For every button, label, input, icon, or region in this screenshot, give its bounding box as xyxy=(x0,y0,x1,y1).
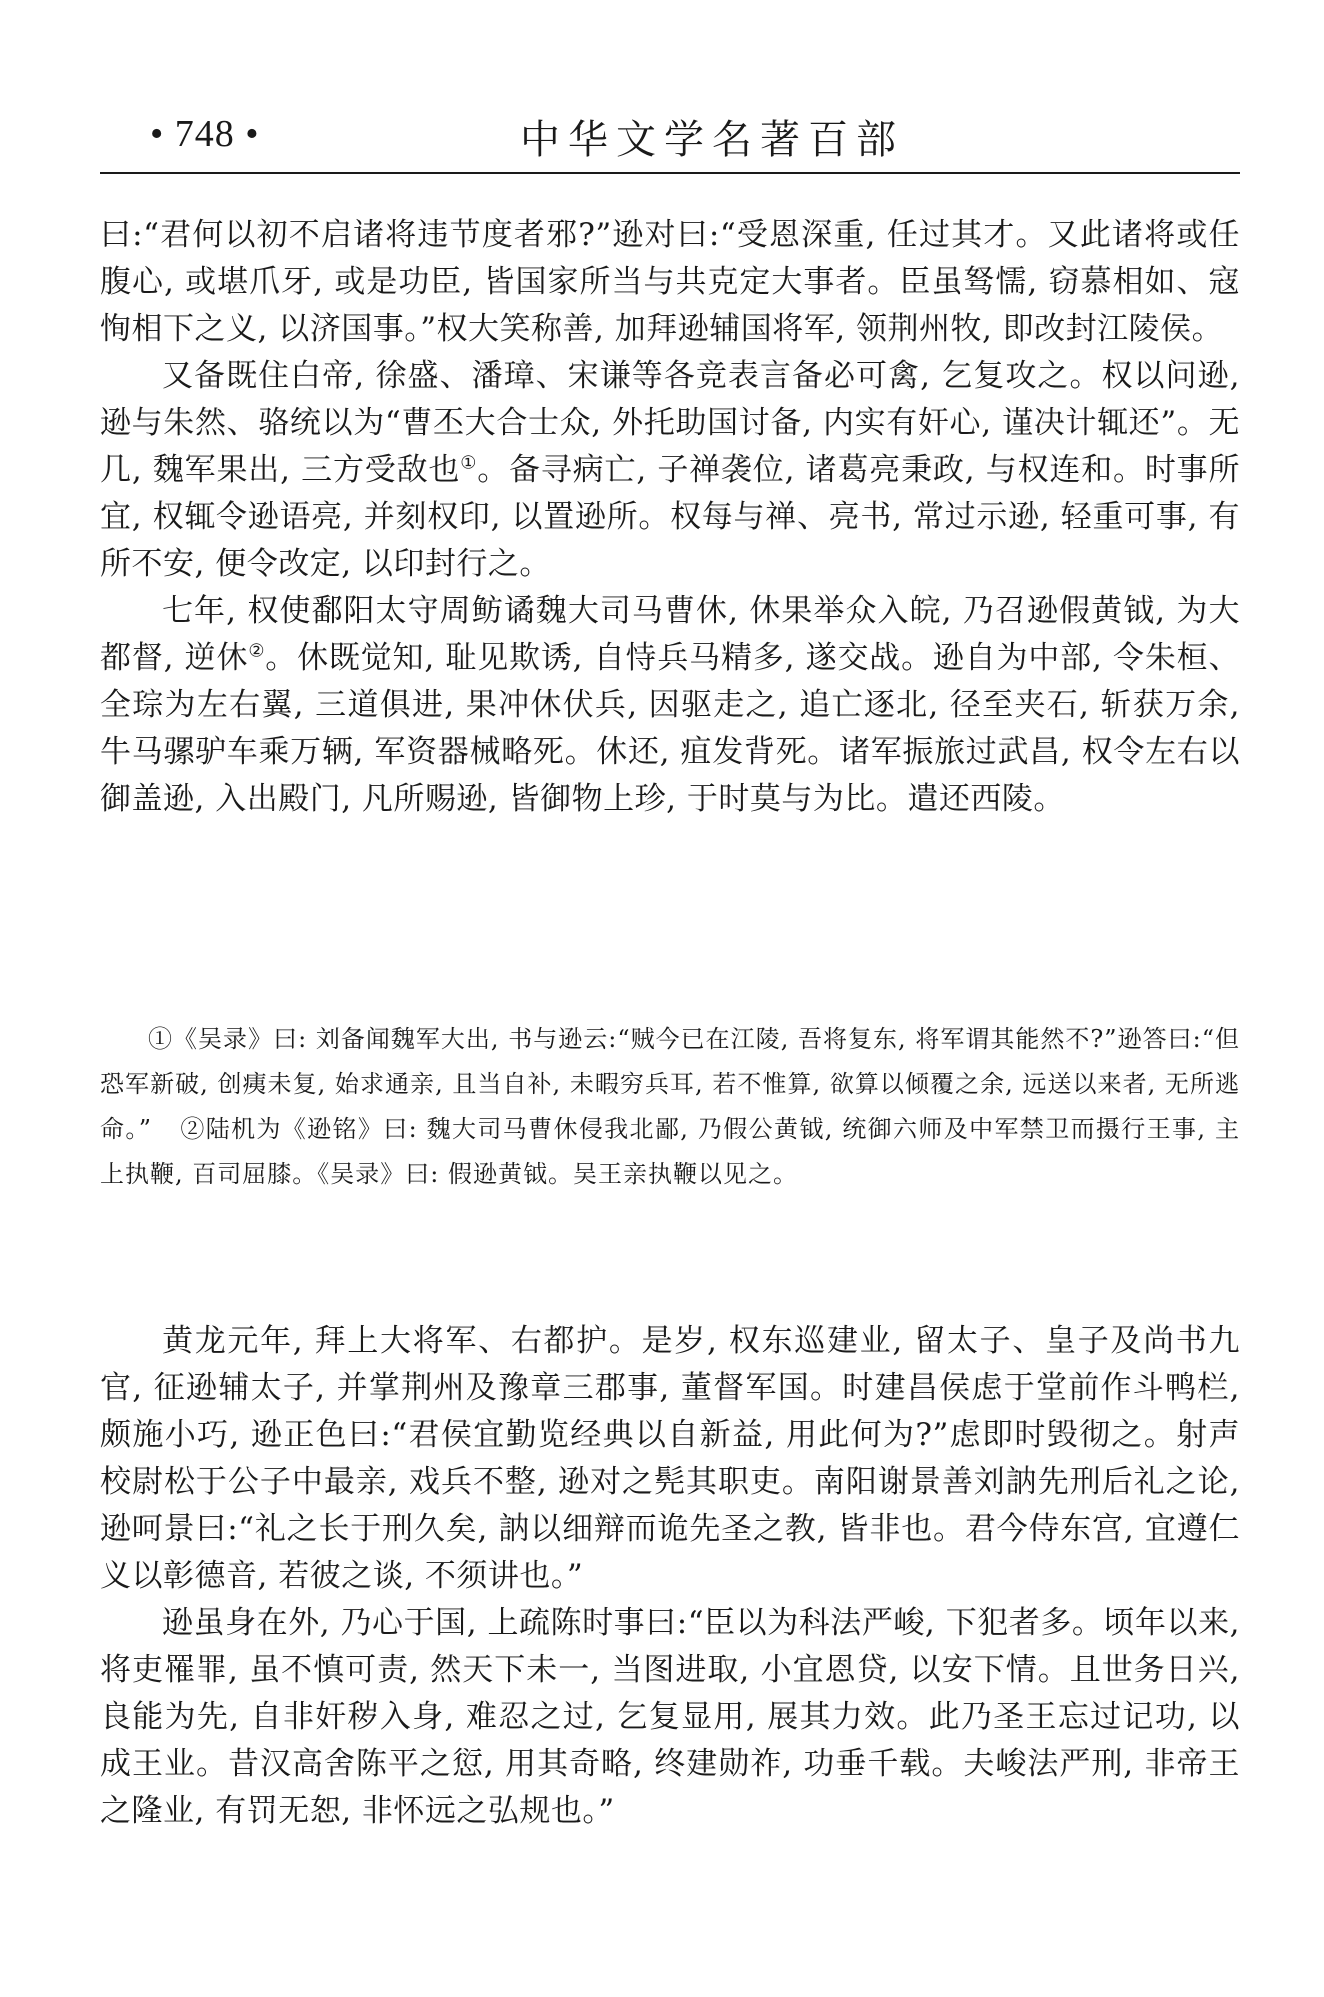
main-text-lower xyxy=(100,1318,1240,1835)
header-rule xyxy=(100,172,1240,174)
footnote-1: ①《吴录》曰: 刘备闻魏军大出, 书与逊云:“贼今已在江陵, 吾将复东, 将军谓其能然不?”逊答曰:“但恐军新破, 创痍未复, 始求通亲, 且当自补, 未暇穷兵耳, 若不惟算, 欲算以倾覆之余, 远送以来者, 无所逃命。” xyxy=(100,1025,1240,1143)
paragraph-2-text: 又备既住白帝, 徐盛、潘璋、宋谦等各竞表言备必可禽, 乞复攻之。权以问逊, 逊与朱然、骆统以为“曹丕大合士众, 外托助国讨备, 内实有奸心, 谨决计辄还”。无几, 魏军果出, 三方受敌也 xyxy=(100,358,1240,488)
paragraph-3-text: 七年, 权使鄱阳太守周鲂谲魏大司马曹休, 休果举众入皖, 乃召逊假黄钺, 为大都督, 逆休 xyxy=(100,593,1240,676)
paragraph-3 xyxy=(100,588,1240,823)
page-number: • 748 • xyxy=(150,113,260,155)
footnote-block xyxy=(100,1017,1240,1197)
footnote-marker-2: ② xyxy=(248,640,266,662)
paragraph-2 xyxy=(100,353,1240,588)
footnote-2: ②陆机为《逊铭》曰: 魏大司马曹休侵我北鄙, 乃假公黄钺, 统御六师及中军禁卫而摄行王事, 主上执鞭, 百司屈膝。《吴录》曰: 假逊黄钺。吴王亲执鞭以见之。 xyxy=(100,1115,1240,1188)
paragraph-2-tail: 。备寻病亡, 子禅袭位, 诸葛亮秉政, 与权连和。时事所宜, 权辄令逊语亮, 并刻权印, 以置逊所。权每与禅、亮书, 常过示逊, 轻重可事, 有所不安, 便令改定, 以印封行之。 xyxy=(100,452,1241,582)
footnotes xyxy=(100,1017,1240,1197)
paragraph-3-tail: 。休既觉知, 耻见欺诱, 自恃兵马精多, 遂交战。逊自为中部, 令朱桓、全琮为左右翼, 三道俱进, 果冲休伏兵, 因驱走之, 追亡逐北, 径至夹石, 斩获万余, 牛马骡驴车乘万辆, 军资器械略死。休还, 疽发背死。诸军振旅过武昌, 权令左右以御盖逊, 入出殿门, 凡所赐逊, 皆御物上珍, 于时莫与为比。遣还西陵。 xyxy=(100,640,1240,817)
paragraph-4: 黄龙元年, 拜上大将军、右都护。是岁, 权东巡建业, 留太子、皇子及尚书九官, 征逊辅太子, 并掌荆州及豫章三郡事, 董督军国。时建昌侯虑于堂前作斗鸭栏, 颇施小巧, 逊正色曰:“君侯宜勤览经典以自新益, 用此何为?”虑即时毁彻之。射声校尉松于公子中最亲, 戏兵不整, 逊对之髡其职吏。南阳谢景善刘訥先刑后礼之论, 逊呵景曰:“礼之长于刑久矣, 訥以细辩而诡先圣之教, 皆非也。君今侍东宫, 宜遵仁义以彰德音, 若彼之谈, 不须讲也。” xyxy=(100,1323,1240,1594)
paragraph-1: 曰:“君何以初不启诸将违节度者邪?”逊对曰:“受恩深重, 任过其才。又此诸将或任腹心, 或堪爪牙, 或是功臣, 皆国家所当与共克定大事者。臣虽驽懦, 窃慕相如、寇恂相下之义, 以济国事。”权大笑称善, 加拜逊辅国将军, 领荆州牧, 即改封江陵侯。 xyxy=(100,217,1240,347)
paragraph-5: 逊虽身在外, 乃心于国, 上疏陈时事曰:“臣以为科法严峻, 下犯者多。顷年以来, 将吏罹罪, 虽不慎可责, 然天下未一, 当图进取, 小宜恩贷, 以安下情。且世务日兴, 良能为先, 自非奸秽入身, 难忍之过, 乞复显用, 展其力效。此乃圣王忘过记功, 以成王业。昔汉高舍陈平之愆, 用其奇略, 终建勋祚, 功垂千载。夫峻法严刑, 非帝王之隆业, 有罚无恕, 非怀远之弘规也。” xyxy=(100,1605,1240,1829)
footnote-marker-1: ① xyxy=(460,452,478,474)
running-header xyxy=(100,108,1240,168)
book-title: 中华文学名著百部 xyxy=(520,117,904,163)
main-text-upper xyxy=(100,212,1240,823)
